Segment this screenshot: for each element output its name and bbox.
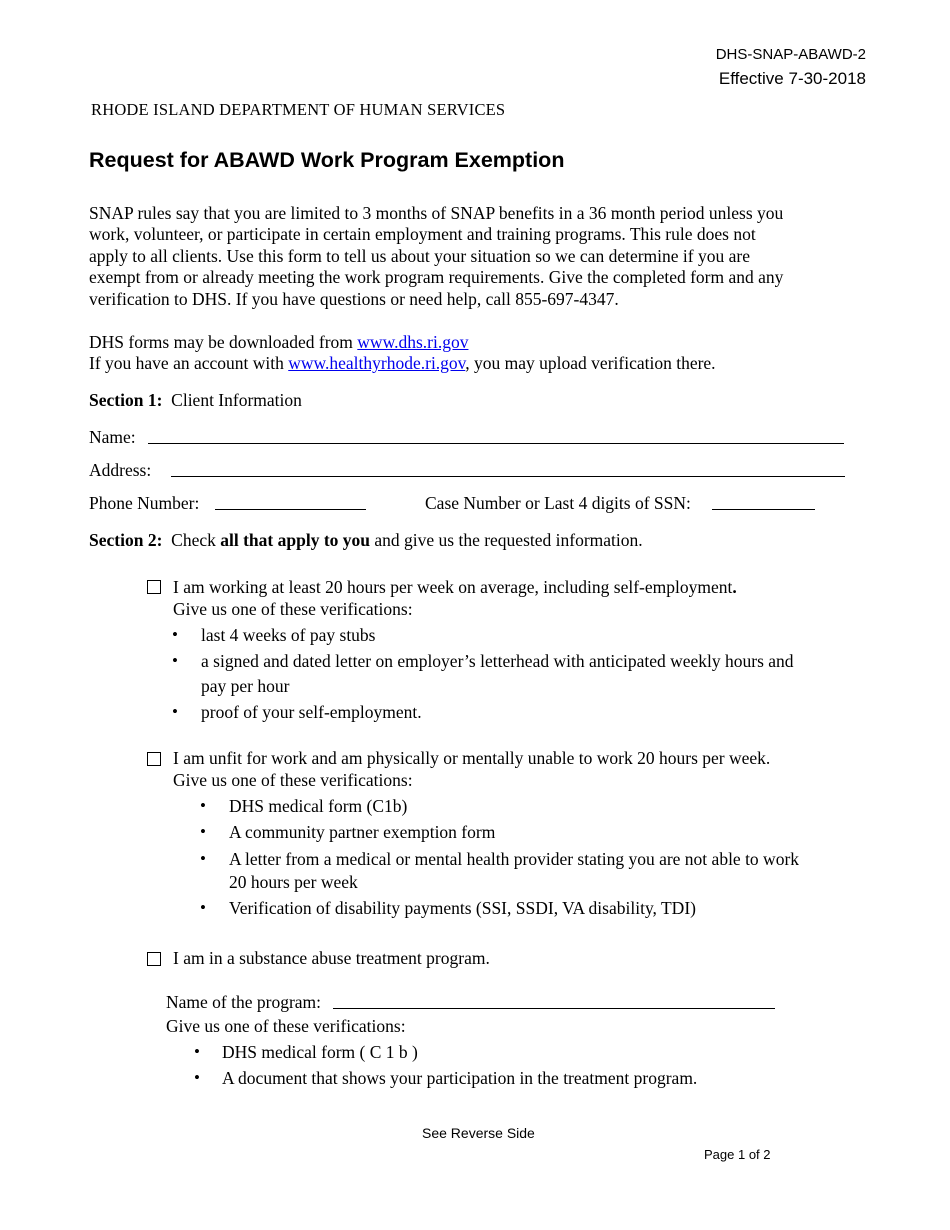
intro-line-1: SNAP rules say that you are limited to 3 months of SNAP benefits in a 36 month period unless you — [89, 203, 784, 223]
dhs-website-link[interactable]: www.dhs.ri.gov — [357, 332, 469, 352]
section2-intro-bold: all that apply to you — [220, 530, 370, 550]
program-name-label: Name of the program: — [166, 992, 322, 1012]
treatment-statement: I am in a substance abuse treatment program. — [173, 948, 490, 968]
working-item-1: last 4 weeks of pay stubs — [201, 625, 376, 645]
download-prefix: DHS forms may be downloaded from — [89, 332, 358, 352]
program-name-field[interactable] — [333, 1008, 775, 1009]
working-statement — [173, 576, 737, 598]
download-line — [89, 331, 468, 353]
bullet: • — [172, 651, 178, 670]
department-name: RHODE ISLAND DEPARTMENT OF HUMAN SERVICES — [91, 100, 506, 119]
working-verif-label: Give us one of these verifications: — [173, 599, 413, 619]
bullet: • — [194, 1068, 200, 1087]
section2-heading — [89, 529, 643, 551]
intro-line-5: verification to DHS. If you have questions or need help, call 855-697-4347. — [89, 289, 619, 309]
see-reverse-note: See Reverse Side — [422, 1125, 535, 1141]
page-title: Request for ABAWD Work Program Exemption — [89, 148, 565, 172]
unfit-verif-label: Give us one of these verifications: — [173, 770, 413, 790]
working-checkbox[interactable] — [147, 580, 161, 594]
name-label: Name: — [89, 427, 136, 447]
name-field[interactable] — [148, 443, 844, 444]
account-suffix: , you may upload verification there. — [465, 353, 716, 373]
section2-intro-post: and give us the requested information. — [370, 530, 643, 550]
section1-title: Client Information — [171, 390, 302, 410]
phone-field[interactable] — [215, 509, 366, 510]
effective-date: Effective 7-30-2018 — [718, 69, 866, 88]
bullet: • — [194, 1042, 200, 1061]
treatment-item-2: A document that shows your participation in the treatment program. — [222, 1068, 698, 1088]
treatment-checkbox[interactable] — [147, 952, 161, 966]
section1-label: Section 1: — [89, 390, 163, 410]
working-item-2-cont: pay per hour — [201, 676, 290, 696]
intro-line-4: exempt from or already meeting the work program requirements. Give the completed form and any — [89, 267, 784, 287]
unfit-statement: I am unfit for work and am physically or mentally unable to work 20 hours per week. — [173, 748, 771, 768]
address-field[interactable] — [171, 476, 845, 477]
unfit-checkbox[interactable] — [147, 752, 161, 766]
unfit-item-2: A community partner exemption form — [229, 822, 496, 842]
bullet: • — [172, 702, 178, 721]
treatment-verif-label: Give us one of these verifications: — [166, 1016, 406, 1036]
treatment-item-1: DHS medical form ( C 1 b ) — [222, 1042, 418, 1062]
bullet: • — [200, 796, 206, 815]
bullet: • — [200, 898, 206, 917]
healthyrhode-link[interactable]: www.healthyrhode.ri.gov — [288, 353, 466, 373]
unfit-item-4: Verification of disability payments (SSI, SSDI, VA disability, TDI) — [229, 898, 696, 918]
unfit-item-3-cont: 20 hours per week — [229, 872, 358, 892]
working-statement-text: I am working at least 20 hours per week on average, including self-employment — [173, 577, 733, 597]
working-statement-end: . — [732, 577, 737, 597]
unfit-item-3: A letter from a medical or mental health provider stating you are not able to work — [229, 849, 800, 869]
phone-label: Phone Number: — [89, 493, 200, 513]
bullet: • — [172, 625, 178, 644]
form-id: DHS-SNAP-ABAWD-2 — [715, 46, 866, 63]
working-item-2: a signed and dated letter on employer’s letterhead with anticipated weekly hours and — [201, 651, 794, 671]
unfit-item-1: DHS medical form (C1b) — [229, 796, 408, 816]
account-prefix: If you have an account with — [89, 353, 289, 373]
section2-label: Section 2: — [89, 530, 163, 550]
section1-heading — [89, 389, 302, 411]
intro-line-2: work, volunteer, or participate in certain employment and training programs. This rule does not — [89, 224, 756, 244]
page-number: Page 1 of 2 — [704, 1147, 771, 1162]
address-label: Address: — [89, 460, 152, 480]
case-number-field[interactable] — [712, 509, 815, 510]
case-number-label: Case Number or Last 4 digits of SSN: — [425, 493, 691, 513]
bullet: • — [200, 849, 206, 868]
account-line — [89, 352, 716, 374]
section2-intro-pre: Check — [171, 530, 221, 550]
intro-line-3: apply to all clients. Use this form to tell us about your situation so we can determine if you are — [89, 246, 750, 266]
bullet: • — [200, 822, 206, 841]
working-item-3: proof of your self-employment. — [201, 702, 422, 722]
